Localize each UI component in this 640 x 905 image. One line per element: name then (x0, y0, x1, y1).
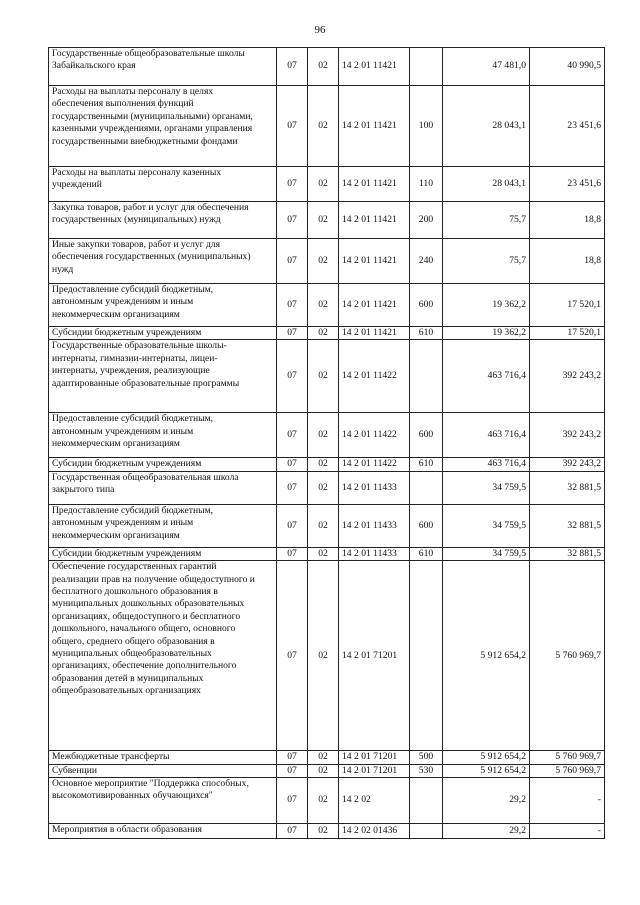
row-target-code: 14 2 01 11421 (339, 86, 410, 167)
row-subsection-code: 02 (308, 504, 339, 547)
table-row (49, 471, 605, 504)
row-amount-2: 5 760 969,7 (530, 561, 605, 751)
row-expense-type-code: 530 (410, 764, 443, 777)
row-name-cell (49, 764, 277, 777)
row-target-code: 14 2 01 11433 (339, 547, 410, 560)
table-row (49, 167, 605, 202)
row-amount-1: 47 481,0 (443, 48, 530, 86)
row-target-code: 14 2 01 11421 (339, 167, 410, 202)
row-subsection-code: 02 (308, 547, 339, 560)
row-expense-type-code: 100 (410, 86, 443, 167)
row-section-code: 07 (277, 86, 308, 167)
row-target-code: 14 2 01 71201 (339, 764, 410, 777)
row-expense-type-code: 610 (410, 327, 443, 340)
row-expense-type-code: 600 (410, 413, 443, 458)
row-amount-2: 17 520,1 (530, 284, 605, 327)
row-name: Обеспечение государственных гарантий реализации прав на получение общедоступного и бесплатного дошкольного образования в муниципальных дошкольных образовательных организациях, общедоступного и бесплатного дошкольного, начального общего, основного общего, среднего общего образования в муниципальных общеобразовательных организациях, обеспечение дополнительного образования детей в муниципальных общеобразовательных организациях (52, 561, 255, 697)
row-subsection-code: 02 (308, 561, 339, 751)
row-expense-type-code (410, 778, 443, 824)
row-subsection-code: 02 (308, 458, 339, 471)
row-name: Иные закупки товаров, работ и услуг для обеспечения государственных (муниципальных) нужд (52, 239, 251, 275)
row-amount-2: 40 990,5 (530, 48, 605, 86)
row-name: Расходы на выплаты персоналу казенных учреждений (52, 167, 222, 191)
row-section-code: 07 (277, 778, 308, 824)
row-name: Субвенции (52, 764, 97, 776)
row-name-cell (49, 202, 277, 239)
row-name-cell (49, 547, 277, 560)
row-amount-2: 392 243,2 (530, 413, 605, 458)
row-amount-1: 5 912 654,2 (443, 764, 530, 777)
row-amount-2: 18,8 (530, 239, 605, 284)
row-subsection-code: 02 (308, 471, 339, 504)
row-expense-type-code: 110 (410, 167, 443, 202)
row-section-code: 07 (277, 547, 308, 560)
row-amount-1: 29,2 (443, 778, 530, 824)
row-target-code: 14 2 01 11421 (339, 239, 410, 284)
row-name-cell (49, 778, 277, 824)
row-section-code: 07 (277, 340, 308, 413)
row-subsection-code: 02 (308, 327, 339, 340)
row-target-code: 14 2 01 11422 (339, 340, 410, 413)
row-name: Субсидии бюджетным учреждениям (52, 547, 202, 559)
row-name-cell (49, 751, 277, 764)
table-row (49, 202, 605, 239)
row-expense-type-code: 610 (410, 547, 443, 560)
row-name: Межбюджетные трансферты (52, 751, 170, 763)
row-section-code: 07 (277, 48, 308, 86)
row-name-cell (49, 471, 277, 504)
row-section-code: 07 (277, 167, 308, 202)
row-subsection-code: 02 (308, 167, 339, 202)
row-subsection-code: 02 (308, 751, 339, 764)
table-row (49, 751, 605, 764)
row-name: Расходы на выплаты персоналу в целях обеспечения выполнения функций государственными (муниципальными) органами, казенными учреждениями, органами управления государственными внебюджетными фондами (52, 86, 253, 147)
table-row (49, 413, 605, 458)
row-target-code: 14 2 01 11422 (339, 413, 410, 458)
row-name-cell (49, 86, 277, 167)
table-row (49, 561, 605, 751)
row-section-code: 07 (277, 764, 308, 777)
row-amount-1: 34 759,5 (443, 471, 530, 504)
row-subsection-code: 02 (308, 778, 339, 824)
table-row (49, 778, 605, 824)
row-target-code: 14 2 02 (339, 778, 410, 824)
budget-table (48, 47, 605, 839)
row-name: Закупка товаров, работ и услуг для обеспечения государственных (муниципальных) нужд (52, 202, 249, 226)
row-name-cell (49, 561, 277, 751)
row-name-cell (49, 458, 277, 471)
row-amount-2: 32 881,5 (530, 471, 605, 504)
row-section-code: 07 (277, 202, 308, 239)
row-expense-type-code (410, 340, 443, 413)
row-name: Мероприятия в области образования (52, 824, 202, 836)
row-amount-2: 32 881,5 (530, 504, 605, 547)
row-subsection-code: 02 (308, 202, 339, 239)
row-amount-1: 29,2 (443, 824, 530, 839)
row-amount-1: 28 043,1 (443, 86, 530, 167)
row-subsection-code: 02 (308, 239, 339, 284)
row-section-code: 07 (277, 751, 308, 764)
table-row (49, 764, 605, 777)
row-name: Предоставление субсидий бюджетным, автономным учреждениям и иным некоммерческим организациям (52, 284, 214, 320)
row-amount-2: 5 760 969,7 (530, 764, 605, 777)
row-target-code: 14 2 01 11421 (339, 327, 410, 340)
row-section-code: 07 (277, 504, 308, 547)
row-amount-2: 5 760 969,7 (530, 751, 605, 764)
row-name-cell (49, 504, 277, 547)
row-amount-1: 19 362,2 (443, 284, 530, 327)
table-row (49, 458, 605, 471)
row-target-code: 14 2 01 71201 (339, 561, 410, 751)
table-row (49, 504, 605, 547)
row-target-code: 14 2 01 11421 (339, 284, 410, 327)
row-amount-1: 75,7 (443, 202, 530, 239)
row-expense-type-code (410, 48, 443, 86)
row-target-code: 14 2 01 11421 (339, 202, 410, 239)
row-name-cell (49, 824, 277, 839)
table-row (49, 824, 605, 839)
row-name-cell (49, 167, 277, 202)
page-number: 96 (314, 24, 326, 36)
row-name: Субсидии бюджетным учреждениям (52, 327, 202, 338)
row-name-cell (49, 48, 277, 86)
row-name: Государственная общеобразовательная школа закрытого типа (52, 471, 239, 496)
row-name-cell (49, 239, 277, 284)
row-amount-1: 34 759,5 (443, 504, 530, 547)
row-name-cell (49, 413, 277, 458)
row-target-code: 14 2 01 11422 (339, 458, 410, 471)
row-name-cell (49, 340, 277, 413)
row-amount-2: - (530, 824, 605, 839)
row-amount-1: 19 362,2 (443, 327, 530, 340)
row-expense-type-code: 240 (410, 239, 443, 284)
row-amount-2: - (530, 778, 605, 824)
row-expense-type-code (410, 824, 443, 839)
row-amount-2: 392 243,2 (530, 340, 605, 413)
row-amount-2: 17 520,1 (530, 327, 605, 340)
budget-table-body (49, 48, 605, 839)
row-name-cell (49, 327, 277, 340)
row-target-code: 14 2 01 11433 (339, 504, 410, 547)
row-amount-1: 463 716,4 (443, 413, 530, 458)
row-section-code: 07 (277, 239, 308, 284)
row-amount-1: 463 716,4 (443, 458, 530, 471)
row-amount-2: 32 881,5 (530, 547, 605, 560)
row-name: Субсидии бюджетным учреждениям (52, 458, 202, 470)
table-row (49, 48, 605, 86)
table-row (49, 547, 605, 560)
row-subsection-code: 02 (308, 48, 339, 86)
row-subsection-code: 02 (308, 340, 339, 413)
row-target-code: 14 2 01 11433 (339, 471, 410, 504)
row-section-code: 07 (277, 824, 308, 839)
row-name: Предоставление субсидий бюджетным, автономным учреждениям и иным некоммерческим организациям (52, 504, 214, 541)
row-subsection-code: 02 (308, 284, 339, 327)
row-subsection-code: 02 (308, 764, 339, 777)
row-section-code: 07 (277, 471, 308, 504)
table-row (49, 239, 605, 284)
row-amount-2: 23 451,6 (530, 86, 605, 167)
row-target-code: 14 2 01 11421 (339, 48, 410, 86)
table-row (49, 340, 605, 413)
row-expense-type-code: 200 (410, 202, 443, 239)
row-expense-type-code (410, 471, 443, 504)
row-section-code: 07 (277, 327, 308, 340)
row-amount-1: 463 716,4 (443, 340, 530, 413)
row-target-code: 14 2 01 71201 (339, 751, 410, 764)
row-subsection-code: 02 (308, 86, 339, 167)
row-expense-type-code: 600 (410, 284, 443, 327)
row-expense-type-code (410, 561, 443, 751)
row-name: Государственные общеобразовательные школы Забайкальского края (52, 48, 245, 72)
table-row (49, 86, 605, 167)
row-section-code: 07 (277, 284, 308, 327)
row-amount-1: 28 043,1 (443, 167, 530, 202)
row-expense-type-code: 610 (410, 458, 443, 471)
table-row (49, 284, 605, 327)
row-amount-1: 5 912 654,2 (443, 561, 530, 751)
row-section-code: 07 (277, 458, 308, 471)
row-amount-1: 5 912 654,2 (443, 751, 530, 764)
row-amount-2: 18,8 (530, 202, 605, 239)
row-name: Государственные образовательные школы- интернаты, гимназии-интернаты, лицеи- интернаты, учреждения, реализующие адаптированные образовательные программы (52, 340, 240, 389)
row-expense-type-code: 600 (410, 504, 443, 547)
row-amount-2: 392 243,2 (530, 458, 605, 471)
row-expense-type-code: 500 (410, 751, 443, 764)
row-section-code: 07 (277, 561, 308, 751)
row-name: Основное мероприятие "Поддержка способных, высокомотивированных обучающихся" (52, 778, 249, 802)
row-amount-1: 75,7 (443, 239, 530, 284)
row-amount-2: 23 451,6 (530, 167, 605, 202)
row-name: Предоставление субсидий бюджетным, автономным учреждениям и иным некоммерческим организациям (52, 413, 214, 450)
row-target-code: 14 2 02 01436 (339, 824, 410, 839)
row-amount-1: 34 759,5 (443, 547, 530, 560)
table-row (49, 327, 605, 340)
row-name-cell (49, 284, 277, 327)
row-subsection-code: 02 (308, 413, 339, 458)
row-subsection-code: 02 (308, 824, 339, 839)
row-section-code: 07 (277, 413, 308, 458)
